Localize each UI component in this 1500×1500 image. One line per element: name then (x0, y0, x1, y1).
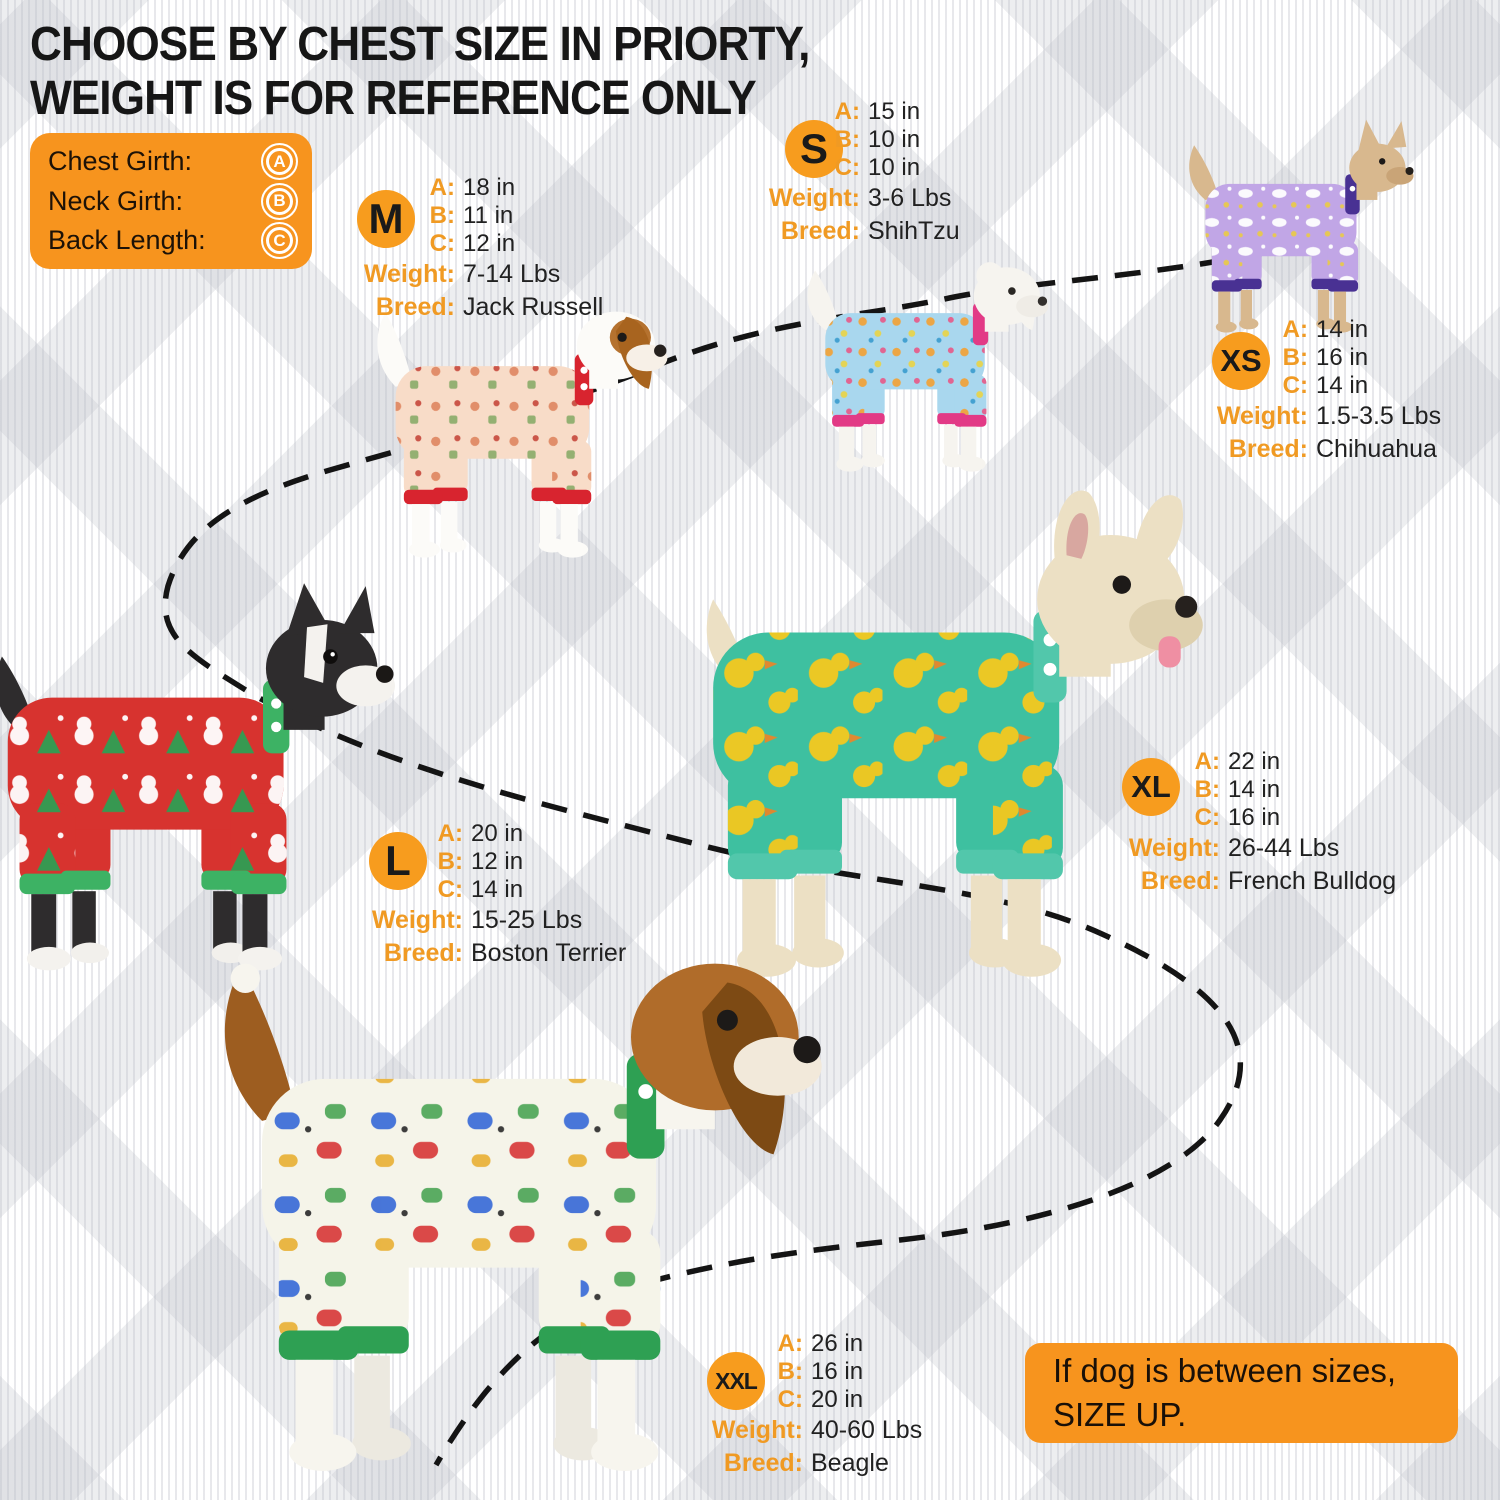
breed-value: ShihTzu (868, 217, 960, 245)
chest-label: A: (777, 1330, 803, 1357)
chest-value: 22 in (1228, 748, 1281, 775)
length-value: 12 in (463, 230, 516, 257)
legend-label-chest: Chest Girth: (48, 146, 193, 176)
breed-label: Breed: (1140, 867, 1220, 895)
dog-photo-shihtzu (786, 252, 1058, 481)
size-group-xxl (643, 1330, 922, 1480)
size-group-s (700, 98, 960, 248)
breed-label: Breed: (723, 1449, 803, 1477)
neck-value: 10 in (868, 126, 921, 153)
breed-label: Breed: (375, 293, 455, 321)
weight-value: 15-25 Lbs (471, 906, 583, 934)
dog-pajama-pattern (8, 698, 287, 886)
weight-value: 7-14 Lbs (463, 260, 561, 288)
length-value: 14 in (1316, 372, 1369, 399)
neck-value: 14 in (1228, 776, 1281, 803)
weight-value: 40-60 Lbs (811, 1416, 923, 1444)
size-badge-xl: XL (1122, 758, 1180, 816)
neck-label: B: (429, 202, 455, 229)
neck-value: 12 in (471, 848, 524, 875)
neck-label: B: (1194, 776, 1220, 803)
size-badge-xxl: XXL (707, 1352, 765, 1410)
breed-value: French Bulldog (1228, 867, 1397, 895)
length-label: C: (777, 1386, 803, 1413)
dog-pajama-pattern (262, 1079, 660, 1347)
size-group-xl (1060, 748, 1396, 898)
neck-label: B: (437, 848, 463, 875)
weight-label: Weight: (1216, 402, 1308, 430)
neck-value: 11 in (463, 202, 514, 229)
circle-a-icon: A (261, 143, 298, 180)
weight-value: 3-6 Lbs (868, 184, 952, 212)
length-value: 20 in (811, 1386, 864, 1413)
length-label: C: (1282, 372, 1308, 399)
weight-label: Weight: (711, 1416, 803, 1444)
size-badge-xs: XS (1212, 332, 1270, 390)
dog-pajama-pattern (825, 313, 986, 422)
length-label: C: (834, 154, 860, 181)
neck-label: B: (777, 1358, 803, 1385)
length-label: C: (1194, 804, 1220, 831)
dog-photo-chihuahua (1168, 126, 1426, 343)
size-badge-s: S (785, 120, 843, 178)
chest-value: 20 in (471, 820, 524, 847)
breed-label: Breed: (780, 217, 860, 245)
breed-label: Breed: (383, 939, 463, 967)
length-label: C: (437, 876, 463, 903)
length-value: 16 in (1228, 804, 1281, 831)
chest-value: 26 in (811, 1330, 864, 1357)
dog-pajama-pattern (396, 366, 592, 498)
breed-label: Breed: (1228, 435, 1308, 463)
chest-value: 14 in (1316, 316, 1369, 343)
neck-value: 16 in (1316, 344, 1369, 371)
weight-label: Weight: (363, 260, 455, 288)
breed-value: Jack Russell (463, 293, 604, 321)
note-line-1: If dog is between sizes, (1053, 1352, 1397, 1389)
size-badge-m: M (357, 190, 415, 248)
breed-value: Boston Terrier (471, 939, 627, 967)
circle-b-icon: B (261, 183, 298, 220)
chest-label: A: (1194, 748, 1220, 775)
neck-label: B: (834, 126, 860, 153)
weight-label: Weight: (1128, 834, 1220, 862)
size-group-m (295, 174, 603, 324)
breed-value: Beagle (811, 1449, 889, 1477)
size-badge-l: L (369, 832, 427, 890)
circle-c-icon: C (261, 222, 298, 259)
legend-label-neck: Neck Girth: (48, 185, 184, 216)
dog-pajama-pattern (1205, 184, 1358, 287)
length-label: C: (429, 230, 455, 257)
length-value: 14 in (471, 876, 524, 903)
title-line-1: CHOOSE BY CHEST SIZE IN PRIORTY, (30, 18, 810, 71)
note-line-2: SIZE UP. (1053, 1396, 1187, 1433)
neck-label: B: (1282, 344, 1308, 371)
length-value: 10 in (868, 154, 921, 181)
chest-label: A: (834, 98, 860, 125)
chest-label: A: (429, 174, 455, 201)
dog-pajama-pattern (713, 633, 1063, 869)
breed-value: Chihuahua (1316, 435, 1437, 463)
chest-label: A: (1282, 316, 1308, 343)
chest-value: 15 in (868, 98, 921, 125)
size-group-xs (1148, 316, 1441, 466)
size-group-l (303, 820, 626, 970)
title-line-2: WEIGHT IS FOR REFERENCE ONLY (30, 72, 756, 125)
chest-label: A: (437, 820, 463, 847)
chest-value: 18 in (463, 174, 516, 201)
weight-label: Weight: (768, 184, 860, 212)
weight-value: 26-44 Lbs (1228, 834, 1340, 862)
weight-value: 1.5-3.5 Lbs (1316, 402, 1442, 430)
neck-value: 16 in (811, 1358, 864, 1385)
legend-label-back: Back Length: (48, 225, 206, 255)
weight-label: Weight: (371, 906, 463, 934)
